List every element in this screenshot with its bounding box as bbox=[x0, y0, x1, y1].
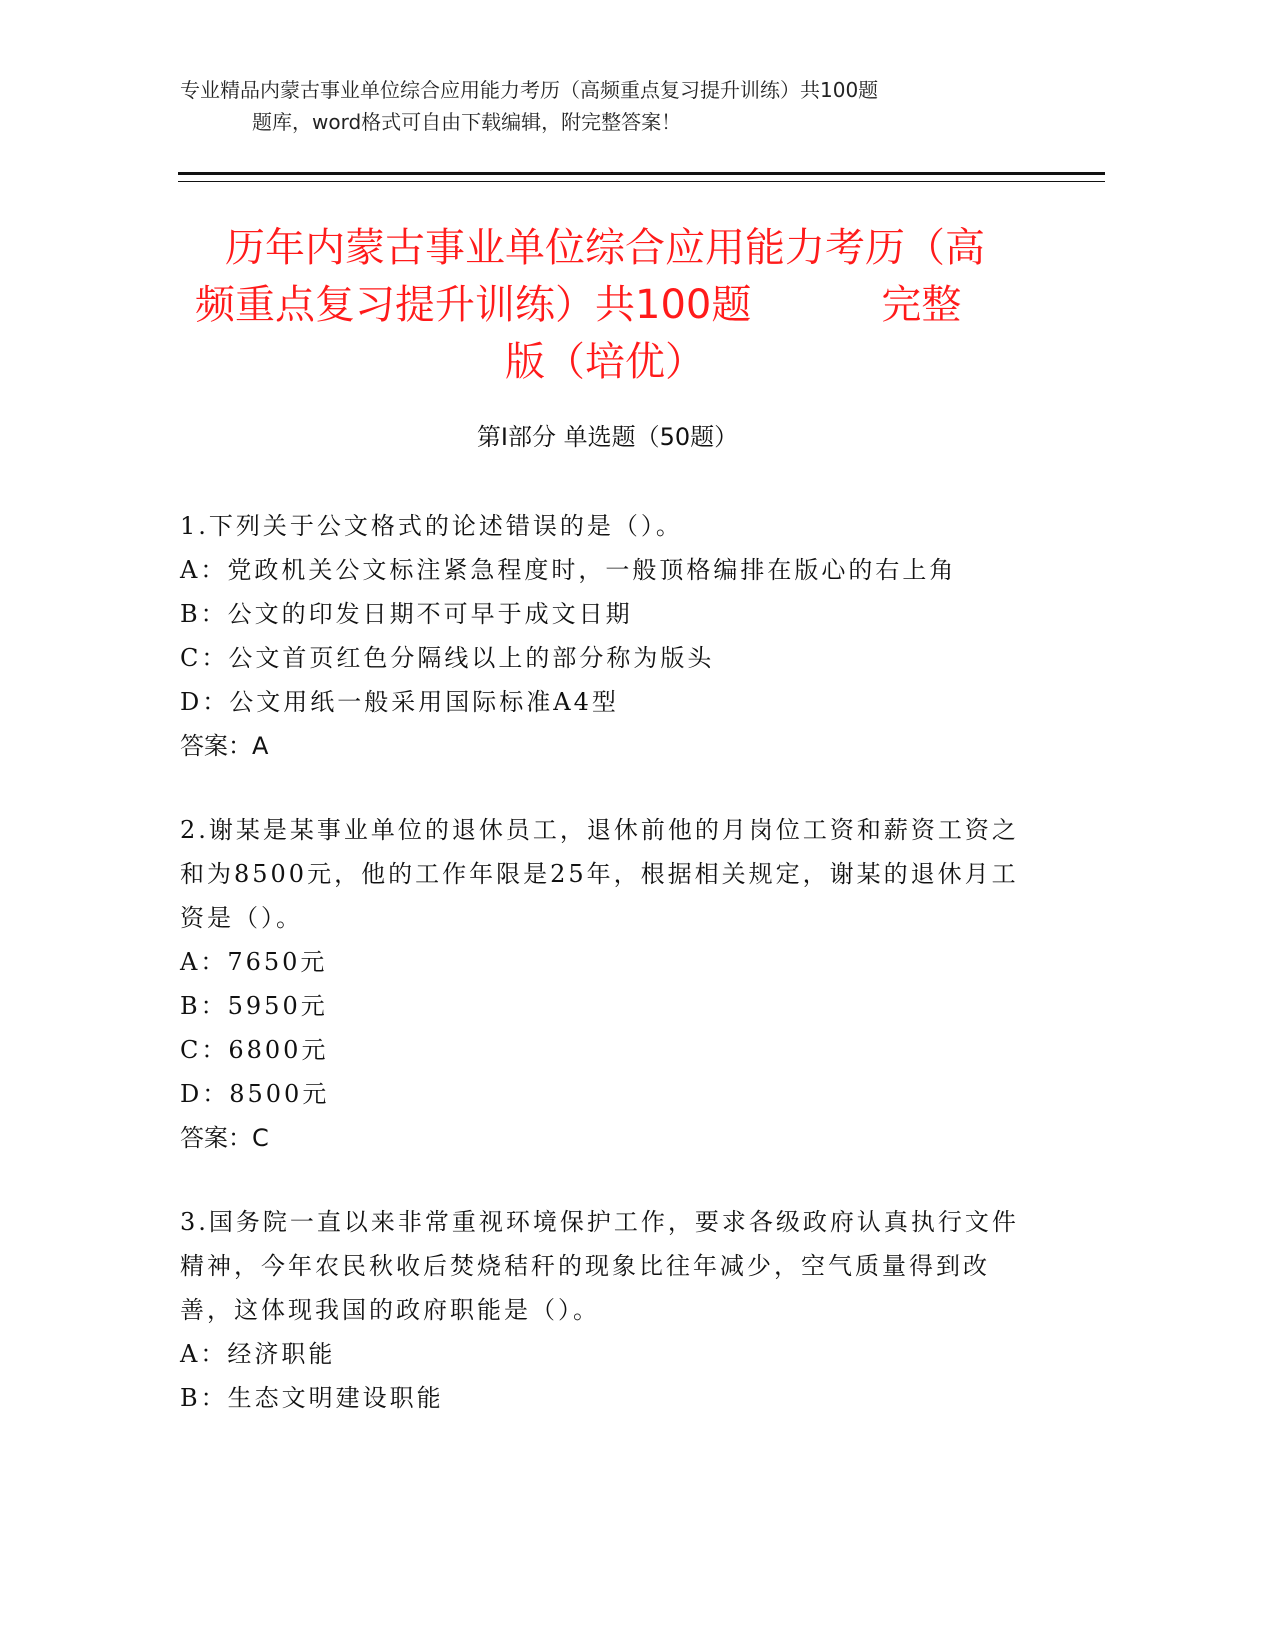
answer: 答案：C bbox=[180, 1124, 269, 1152]
question-2 bbox=[180, 808, 1020, 1160]
title-line-2a: 频重点复习提升训练）共100题 bbox=[195, 282, 752, 328]
option-a: A：7650元 bbox=[180, 948, 328, 976]
answer: 答案：A bbox=[180, 732, 269, 760]
title-line-2 bbox=[180, 277, 1030, 334]
option-c: C：6800元 bbox=[180, 1036, 329, 1064]
title-line-3: 版（培优） bbox=[505, 339, 705, 385]
option-a: A：党政机关公文标注紧急程度时，一般顶格编排在版心的右上角 bbox=[180, 556, 957, 584]
option-a: A：经济职能 bbox=[180, 1340, 336, 1368]
document-title bbox=[180, 220, 1030, 391]
option-b: B：公文的印发日期不可早于成文日期 bbox=[180, 600, 633, 628]
section-heading: 第I部分 单选题（50题） bbox=[476, 423, 739, 451]
header-line-1: 专业精品内蒙古事业单位综合应用能力考历（高频重点复习提升训练）共100题 bbox=[180, 78, 879, 102]
header-line-2: 题库，word格式可自由下载编辑，附完整答案！ bbox=[252, 110, 682, 134]
question-3 bbox=[180, 1200, 1020, 1420]
question-stem: 1.下列关于公文格式的论述错误的是（）。 bbox=[180, 512, 683, 540]
title-line-1: 历年内蒙古事业单位综合应用能力考历（高 bbox=[225, 225, 985, 271]
option-b: B：生态文明建设职能 bbox=[180, 1384, 444, 1412]
option-b: B：5950元 bbox=[180, 992, 328, 1020]
option-d: D：8500元 bbox=[180, 1080, 330, 1108]
option-d: D：公文用纸一般采用国际标准A4型 bbox=[180, 688, 619, 716]
question-1 bbox=[180, 504, 1020, 768]
header-divider-thin bbox=[178, 181, 1105, 182]
question-stem: 3.国务院一直以来非常重视环境保护工作，要求各级政府认真执行文件精神，今年农民秋收后焚烧秸秆的现象比往年减少，空气质量得到改善，这体现我国的政府职能是（）。 bbox=[180, 1208, 1019, 1324]
document-header bbox=[180, 74, 1020, 138]
question-stem: 2.谢某是某事业单位的退休员工，退休前他的月岗位工资和薪资工资之和为8500元，他的工作年限是25年，根据相关规定，谢某的退休月工资是（）。 bbox=[180, 816, 1019, 932]
header-divider-thick bbox=[178, 172, 1105, 175]
title-line-2b: 完整 bbox=[881, 282, 962, 328]
option-c: C：公文首页红色分隔线以上的部分称为版头 bbox=[180, 644, 715, 672]
